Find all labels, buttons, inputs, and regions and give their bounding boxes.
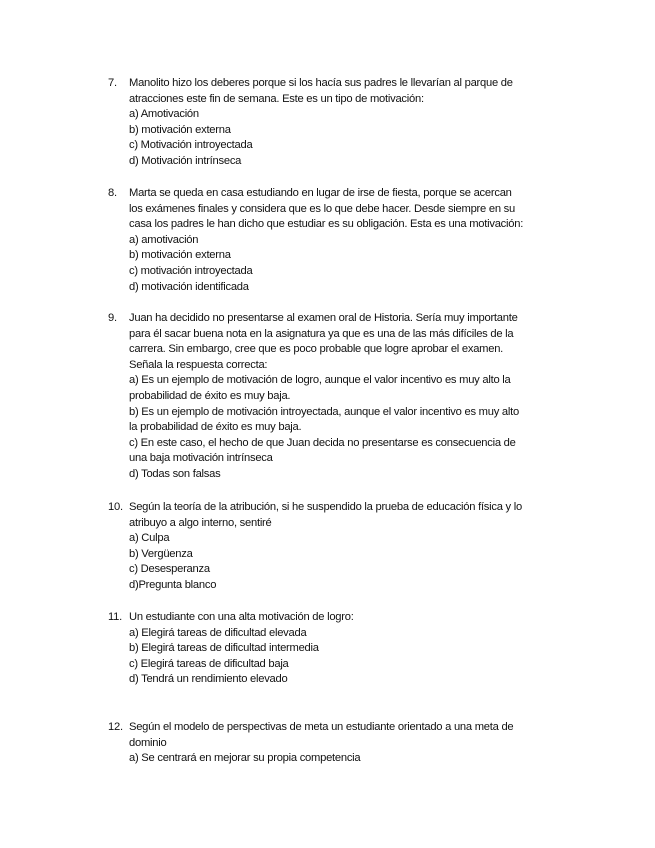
- question-number: 7.: [108, 77, 117, 89]
- answer-option: d) Tendrá un rendimiento elevado: [129, 673, 288, 686]
- answer-option: d)Pregunta blanco: [129, 578, 217, 591]
- answer-option: una baja motivación intrínseca: [129, 452, 273, 465]
- answer-option: d) Todas son falsas: [129, 467, 221, 480]
- question-body: [129, 610, 578, 688]
- answer-option: a) Elegirá tareas de dificultad elevada: [129, 626, 307, 639]
- question-7: [108, 76, 578, 170]
- answer-option: c) Elegirá tareas de dificultad baja: [129, 657, 289, 670]
- question-number: 8.: [108, 187, 117, 199]
- answer-option: b) Elegirá tareas de dificultad intermedia: [129, 642, 319, 655]
- answer-option: a) amotivación: [129, 233, 199, 246]
- question-stem-line: Un estudiante con una alta motivación de logro:: [129, 611, 354, 623]
- question-body: [129, 76, 578, 170]
- question-8: [108, 186, 578, 295]
- answer-option: c) Desesperanza: [129, 563, 210, 576]
- answer-option: d) motivación identificada: [129, 280, 249, 293]
- question-stem-line: los exámenes finales y considera que es lo que debe hacer. Desde siempre en su: [129, 202, 515, 215]
- answer-option: c) Motivación introyectada: [129, 139, 253, 152]
- answer-option: b) motivación externa: [129, 249, 231, 262]
- question-stem-line: Manolito hizo los deberes porque si los hacía sus padres le llevarían al parque de: [129, 77, 513, 89]
- question-number: 11.: [108, 611, 122, 623]
- question-12: [108, 720, 578, 767]
- answer-option: a) Culpa: [129, 532, 170, 545]
- question-11: [108, 610, 578, 688]
- question-stem-line: casa los padres le han dicho que estudiar es su obligación. Esta es una motivación:: [129, 218, 524, 231]
- question-body: [129, 720, 578, 767]
- answer-option: c) En este caso, el hecho de que Juan decida no presentarse es consecuencia de: [129, 436, 516, 449]
- question-number: 10.: [108, 501, 123, 513]
- question-stem-line: Juan ha decidido no presentarse al examen oral de Historia. Sería muy importante: [129, 312, 518, 324]
- answer-option: b) Vergüenza: [129, 547, 193, 560]
- answer-option: la probabilidad de éxito es muy baja.: [129, 421, 302, 434]
- question-body: [129, 311, 578, 483]
- question-stem-line: dominio: [129, 736, 167, 749]
- answer-option: a) Es un ejemplo de motivación de logro, aunque el valor incentivo es muy alto la: [129, 374, 511, 387]
- question-number: 12.: [108, 721, 123, 733]
- question-stem-line: carrera. Sin embargo, cree que es poco probable que logre aprobar el examen.: [129, 343, 504, 356]
- question-stem-line: atracciones este fin de semana. Este es un tipo de motivación:: [129, 92, 424, 105]
- question-number: 9.: [108, 312, 117, 324]
- answer-option: a) Se centrará en mejorar su propia competencia: [129, 752, 361, 765]
- question-10: [108, 500, 578, 594]
- question-stem-line: para él sacar buena nota en la asignatura ya que es una de las más difíciles de la: [129, 327, 514, 340]
- question-stem-line: Marta se queda en casa estudiando en lugar de irse de fiesta, porque se acercan: [129, 187, 512, 199]
- question-9: [108, 311, 578, 483]
- answer-option: b) motivación externa: [129, 123, 231, 136]
- answer-option: probabilidad de éxito es muy baja.: [129, 389, 291, 402]
- answer-option: c) motivación introyectada: [129, 264, 253, 277]
- question-body: [129, 500, 578, 594]
- question-stem-line: Señala la respuesta correcta:: [129, 358, 268, 371]
- question-body: [129, 186, 578, 295]
- question-stem-line: Según la teoría de la atribución, si he suspendido la prueba de educación física y lo: [129, 501, 522, 513]
- answer-option: d) Motivación intrínseca: [129, 154, 242, 167]
- question-stem-line: atribuyo a algo interno, sentiré: [129, 516, 272, 529]
- question-stem-line: Según el modelo de perspectivas de meta un estudiante orientado a una meta de: [129, 721, 514, 733]
- answer-option: a) Amotivación: [129, 108, 199, 121]
- answer-option: b) Es un ejemplo de motivación introyectada, aunque el valor incentivo es muy alto: [129, 405, 519, 418]
